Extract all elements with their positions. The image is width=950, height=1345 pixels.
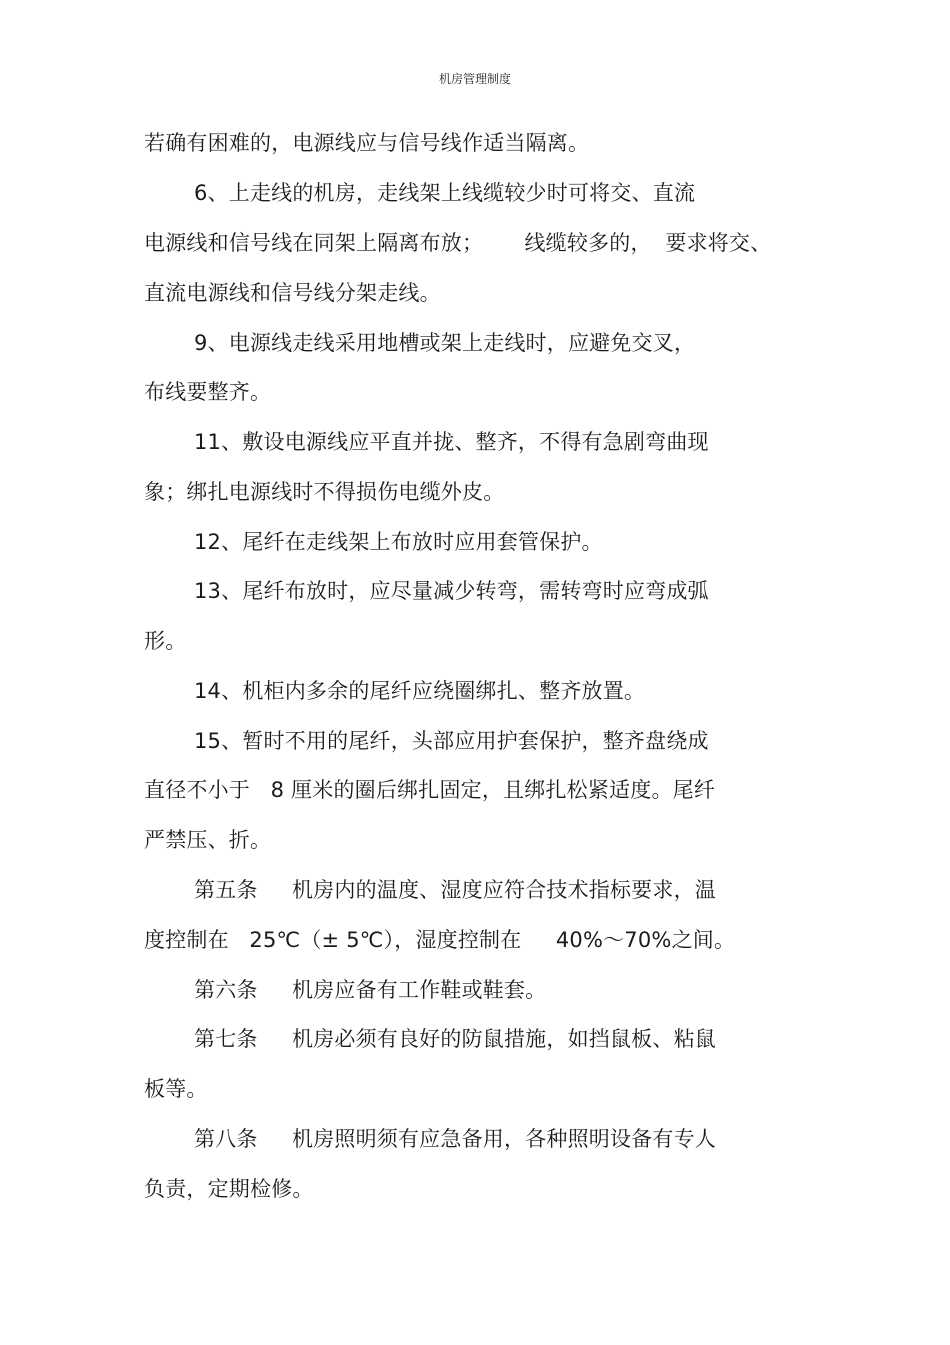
body-line: 13、尾纤布放时，应尽量减少转弯，需转弯时应弯成弧 (194, 579, 709, 603)
body-line: 象；绑扎电源线时不得损伤电缆外皮。 (144, 480, 505, 504)
body-line: 直流电源线和信号线分架走线。 (144, 281, 441, 305)
body-line: 电源线和信号线在同架上隔离布放； 线缆较多的， 要求将交、 (144, 231, 772, 255)
body-line: 布线要整齐。 (144, 380, 272, 404)
body-line: 12、尾纤在走线架上布放时应用套管保护。 (194, 530, 603, 554)
body-line: 第七条 机房必须有良好的防鼠措施，如挡鼠板、粘鼠 (194, 1027, 716, 1051)
body-line: 第八条 机房照明须有应急备用，各种照明设备有专人 (194, 1127, 716, 1151)
body-line: 14、机柜内多余的尾纤应绕圈绑扎、整齐放置。 (194, 679, 646, 703)
body-line: 形。 (144, 629, 187, 653)
body-line: 负责，定期检修。 (144, 1177, 314, 1201)
body-line: 第五条 机房内的温度、湿度应符合技术指标要求，温 (194, 878, 716, 902)
body-line: 板等。 (144, 1077, 208, 1101)
body-line: 直径不小于 8 厘米的圈后绑扎固定，且绑扎松紧适度。尾纤 (144, 778, 716, 802)
body-line: 严禁压、折。 (144, 828, 272, 852)
body-line: 11、敷设电源线应平直并拢、整齐，不得有急剧弯曲现 (194, 430, 709, 454)
body-line: 9、电源线走线采用地槽或架上走线时，应避免交叉， (194, 331, 696, 355)
body-line: 6、上走线的机房，走线架上线缆较少时可将交、直流 (194, 181, 696, 205)
page-header-title: 机房管理制度 (438, 72, 511, 86)
body-line: 度控制在 25℃（± 5℃），湿度控制在 40%～70%之间。 (144, 928, 736, 952)
body-line: 若确有困难的，电源线应与信号线作适当隔离。 (144, 131, 590, 155)
body-line: 15、暂时不用的尾纤，头部应用护套保护，整齐盘绕成 (194, 729, 709, 753)
body-line: 第六条 机房应备有工作鞋或鞋套。 (194, 978, 547, 1002)
